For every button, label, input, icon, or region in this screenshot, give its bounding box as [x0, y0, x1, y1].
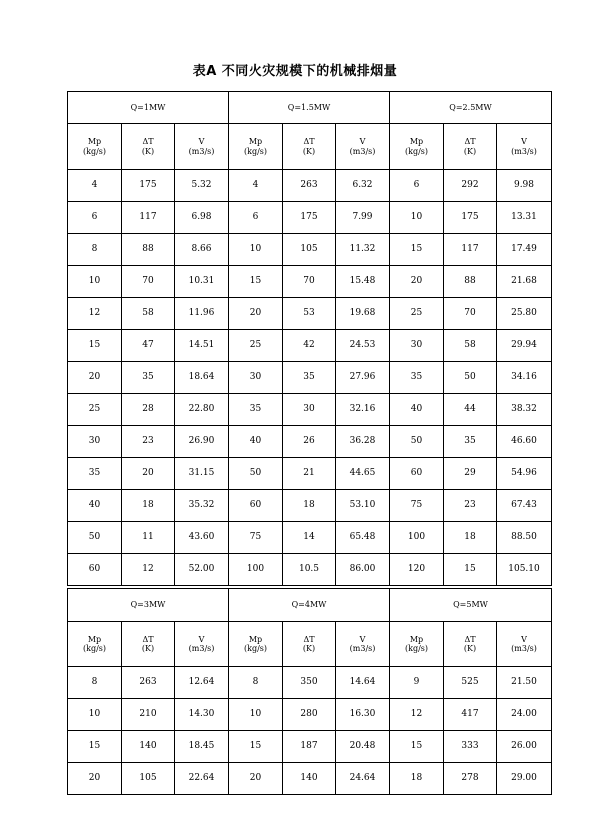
table-cell: 52.00 — [175, 554, 229, 586]
column-header-delta-t: ΔT (K) — [444, 124, 497, 170]
table-cell: 32.16 — [336, 394, 390, 426]
table-cell: 5.32 — [175, 170, 229, 202]
table-cell: 117 — [122, 202, 175, 234]
table-cell: 278 — [444, 763, 497, 795]
table-cell: 50 — [390, 426, 444, 458]
table-cell: 18 — [444, 522, 497, 554]
smoke-exhaust-table-2 — [67, 588, 552, 795]
group-header-row — [68, 589, 552, 622]
table-cell: 14.64 — [336, 667, 390, 699]
table-cell: 14.30 — [175, 699, 229, 731]
table-cell: 22.80 — [175, 394, 229, 426]
table-cell: 40 — [390, 394, 444, 426]
fire-size-group-header: Q=2.5MW — [390, 92, 552, 124]
table-cell: 14 — [283, 522, 336, 554]
table-cell: 20 — [229, 298, 283, 330]
table-cell: 19.68 — [336, 298, 390, 330]
table-cell: 6 — [68, 202, 122, 234]
table-cell: 35 — [390, 362, 444, 394]
column-header-v: V (m3/s) — [497, 622, 552, 667]
table-cell: 35 — [229, 394, 283, 426]
table-cell: 10.5 — [283, 554, 336, 586]
table-row — [68, 234, 552, 266]
table-cell: 40 — [229, 426, 283, 458]
fire-size-group-header: Q=5MW — [390, 589, 552, 622]
column-header-delta-t: ΔT (K) — [122, 622, 175, 667]
table-row — [68, 202, 552, 234]
table-cell: 50 — [444, 362, 497, 394]
table-cell: 25.80 — [497, 298, 552, 330]
table-cell: 30 — [68, 426, 122, 458]
table-cell: 86.00 — [336, 554, 390, 586]
table-cell: 44 — [444, 394, 497, 426]
table-cell: 12.64 — [175, 667, 229, 699]
column-header-v: V (m3/s) — [497, 124, 552, 170]
table-cell: 100 — [390, 522, 444, 554]
table-cell: 58 — [122, 298, 175, 330]
table-row — [68, 490, 552, 522]
table-cell: 15 — [229, 731, 283, 763]
smoke-exhaust-table-1 — [67, 91, 552, 586]
table-cell: 58 — [444, 330, 497, 362]
table-cell: 8.66 — [175, 234, 229, 266]
table-cell: 11 — [122, 522, 175, 554]
table-cell: 26.00 — [497, 731, 552, 763]
table-row — [68, 667, 552, 699]
table-row — [68, 330, 552, 362]
table-cell: 60 — [68, 554, 122, 586]
table-cell: 30 — [229, 362, 283, 394]
table-cell: 21 — [283, 458, 336, 490]
table-cell: 9.98 — [497, 170, 552, 202]
table-cell: 117 — [444, 234, 497, 266]
table-cell: 20.48 — [336, 731, 390, 763]
table-cell: 187 — [283, 731, 336, 763]
table-cell: 60 — [229, 490, 283, 522]
table-cell: 12 — [68, 298, 122, 330]
fire-size-group-header: Q=3MW — [68, 589, 229, 622]
table-cell: 18.45 — [175, 731, 229, 763]
table-row — [68, 458, 552, 490]
table-cell: 15 — [444, 554, 497, 586]
table-cell: 46.60 — [497, 426, 552, 458]
table-row — [68, 266, 552, 298]
table-cell: 333 — [444, 731, 497, 763]
table-cell: 35 — [283, 362, 336, 394]
table-cell: 67.43 — [497, 490, 552, 522]
table-cell: 65.48 — [336, 522, 390, 554]
table-cell: 30 — [390, 330, 444, 362]
table-cell: 12 — [390, 699, 444, 731]
table-cell: 70 — [122, 266, 175, 298]
table-cell: 18.64 — [175, 362, 229, 394]
table-row — [68, 731, 552, 763]
table-cell: 6.32 — [336, 170, 390, 202]
table-cell: 140 — [122, 731, 175, 763]
table-separator — [67, 585, 551, 586]
table-cell: 6 — [390, 170, 444, 202]
table-cell: 16.30 — [336, 699, 390, 731]
table-cell: 22.64 — [175, 763, 229, 795]
column-header-row — [68, 622, 552, 667]
column-header-mp: Mp (kg/s) — [229, 622, 283, 667]
table-row — [68, 554, 552, 586]
column-header-mp: Mp (kg/s) — [390, 622, 444, 667]
table-cell: 30 — [283, 394, 336, 426]
page-title: 表A 不同火灾规模下的机械排烟量 — [192, 64, 398, 79]
table-cell: 280 — [283, 699, 336, 731]
table-cell: 25 — [229, 330, 283, 362]
table-cell: 54.96 — [497, 458, 552, 490]
table-cell: 20 — [68, 362, 122, 394]
table-cell: 8 — [229, 667, 283, 699]
table-cell: 15 — [68, 731, 122, 763]
table-cell: 36.28 — [336, 426, 390, 458]
table-cell: 20 — [390, 266, 444, 298]
table-cell: 105.10 — [497, 554, 552, 586]
table-cell: 525 — [444, 667, 497, 699]
table-cell: 26 — [283, 426, 336, 458]
table-cell: 23 — [122, 426, 175, 458]
table-cell: 70 — [444, 298, 497, 330]
table-row — [68, 522, 552, 554]
table-cell: 42 — [283, 330, 336, 362]
table-cell: 35 — [68, 458, 122, 490]
table-cell: 18 — [390, 763, 444, 795]
table-cell: 417 — [444, 699, 497, 731]
table-cell: 60 — [390, 458, 444, 490]
fire-size-group-header: Q=1MW — [68, 92, 229, 124]
table-cell: 20 — [122, 458, 175, 490]
group-header-row — [68, 92, 552, 124]
table-cell: 29.94 — [497, 330, 552, 362]
table-cell: 53 — [283, 298, 336, 330]
table-cell: 40 — [68, 490, 122, 522]
table-cell: 43.60 — [175, 522, 229, 554]
table-cell: 29.00 — [497, 763, 552, 795]
table-cell: 8 — [68, 667, 122, 699]
table-cell: 29 — [444, 458, 497, 490]
table-cell: 50 — [229, 458, 283, 490]
table-cell: 38.32 — [497, 394, 552, 426]
table-cell: 27.96 — [336, 362, 390, 394]
table-cell: 10 — [390, 202, 444, 234]
table-cell: 6.98 — [175, 202, 229, 234]
table-cell: 15.48 — [336, 266, 390, 298]
table-cell: 100 — [229, 554, 283, 586]
table-cell: 20 — [229, 763, 283, 795]
table-cell: 11.32 — [336, 234, 390, 266]
table-cell: 28 — [122, 394, 175, 426]
column-header-mp: Mp (kg/s) — [390, 124, 444, 170]
table-cell: 8 — [68, 234, 122, 266]
table-cell: 13.31 — [497, 202, 552, 234]
table-cell: 25 — [68, 394, 122, 426]
table-cell: 23 — [444, 490, 497, 522]
table-cell: 53.10 — [336, 490, 390, 522]
table-cell: 292 — [444, 170, 497, 202]
table-cell: 263 — [283, 170, 336, 202]
column-header-mp: Mp (kg/s) — [68, 124, 122, 170]
table-cell: 75 — [390, 490, 444, 522]
table-cell: 210 — [122, 699, 175, 731]
table-cell: 88.50 — [497, 522, 552, 554]
table-cell: 12 — [122, 554, 175, 586]
column-header-v: V (m3/s) — [175, 124, 229, 170]
table-row — [68, 394, 552, 426]
table-cell: 88 — [444, 266, 497, 298]
table-cell: 105 — [122, 763, 175, 795]
table-cell: 14.51 — [175, 330, 229, 362]
table-cell: 10 — [68, 266, 122, 298]
table-row — [68, 763, 552, 795]
table-row — [68, 426, 552, 458]
table-cell: 175 — [122, 170, 175, 202]
column-header-mp: Mp (kg/s) — [229, 124, 283, 170]
fire-size-group-header: Q=4MW — [229, 589, 390, 622]
table-cell: 10 — [68, 699, 122, 731]
table-cell: 34.16 — [497, 362, 552, 394]
table-cell: 26.90 — [175, 426, 229, 458]
column-header-row — [68, 124, 552, 170]
table-cell: 10.31 — [175, 266, 229, 298]
table-cell: 21.50 — [497, 667, 552, 699]
table-cell: 15 — [229, 266, 283, 298]
table-cell: 175 — [283, 202, 336, 234]
table-cell: 24.00 — [497, 699, 552, 731]
table-cell: 75 — [229, 522, 283, 554]
table-cell: 18 — [122, 490, 175, 522]
column-header-delta-t: ΔT (K) — [444, 622, 497, 667]
table-cell: 50 — [68, 522, 122, 554]
table-cell: 18 — [283, 490, 336, 522]
table-cell: 47 — [122, 330, 175, 362]
table-cell: 140 — [283, 763, 336, 795]
table-cell: 15 — [68, 330, 122, 362]
table-cell: 35.32 — [175, 490, 229, 522]
column-header-delta-t: ΔT (K) — [283, 622, 336, 667]
table-row — [68, 699, 552, 731]
table-cell: 70 — [283, 266, 336, 298]
table-cell: 44.65 — [336, 458, 390, 490]
table-cell: 10 — [229, 234, 283, 266]
table-cell: 6 — [229, 202, 283, 234]
column-header-v: V (m3/s) — [336, 124, 390, 170]
table-cell: 31.15 — [175, 458, 229, 490]
table-cell: 4 — [229, 170, 283, 202]
table-cell: 11.96 — [175, 298, 229, 330]
table-cell: 35 — [444, 426, 497, 458]
table-cell: 9 — [390, 667, 444, 699]
table-cell: 35 — [122, 362, 175, 394]
table-cell: 24.53 — [336, 330, 390, 362]
column-header-mp: Mp (kg/s) — [68, 622, 122, 667]
table-cell: 4 — [68, 170, 122, 202]
table-cell: 15 — [390, 731, 444, 763]
fire-size-group-header: Q=1.5MW — [229, 92, 390, 124]
column-header-v: V (m3/s) — [336, 622, 390, 667]
table-cell: 7.99 — [336, 202, 390, 234]
table-cell: 20 — [68, 763, 122, 795]
table-cell: 24.64 — [336, 763, 390, 795]
table-cell: 25 — [390, 298, 444, 330]
table-row — [68, 170, 552, 202]
table-row — [68, 362, 552, 394]
table-cell: 120 — [390, 554, 444, 586]
table-cell: 21.68 — [497, 266, 552, 298]
column-header-v: V (m3/s) — [175, 622, 229, 667]
table-cell: 17.49 — [497, 234, 552, 266]
table-cell: 15 — [390, 234, 444, 266]
table-cell: 105 — [283, 234, 336, 266]
table-cell: 88 — [122, 234, 175, 266]
column-header-delta-t: ΔT (K) — [283, 124, 336, 170]
table-cell: 263 — [122, 667, 175, 699]
table-cell: 175 — [444, 202, 497, 234]
table-cell: 350 — [283, 667, 336, 699]
table-row — [68, 298, 552, 330]
column-header-delta-t: ΔT (K) — [122, 124, 175, 170]
table-cell: 10 — [229, 699, 283, 731]
